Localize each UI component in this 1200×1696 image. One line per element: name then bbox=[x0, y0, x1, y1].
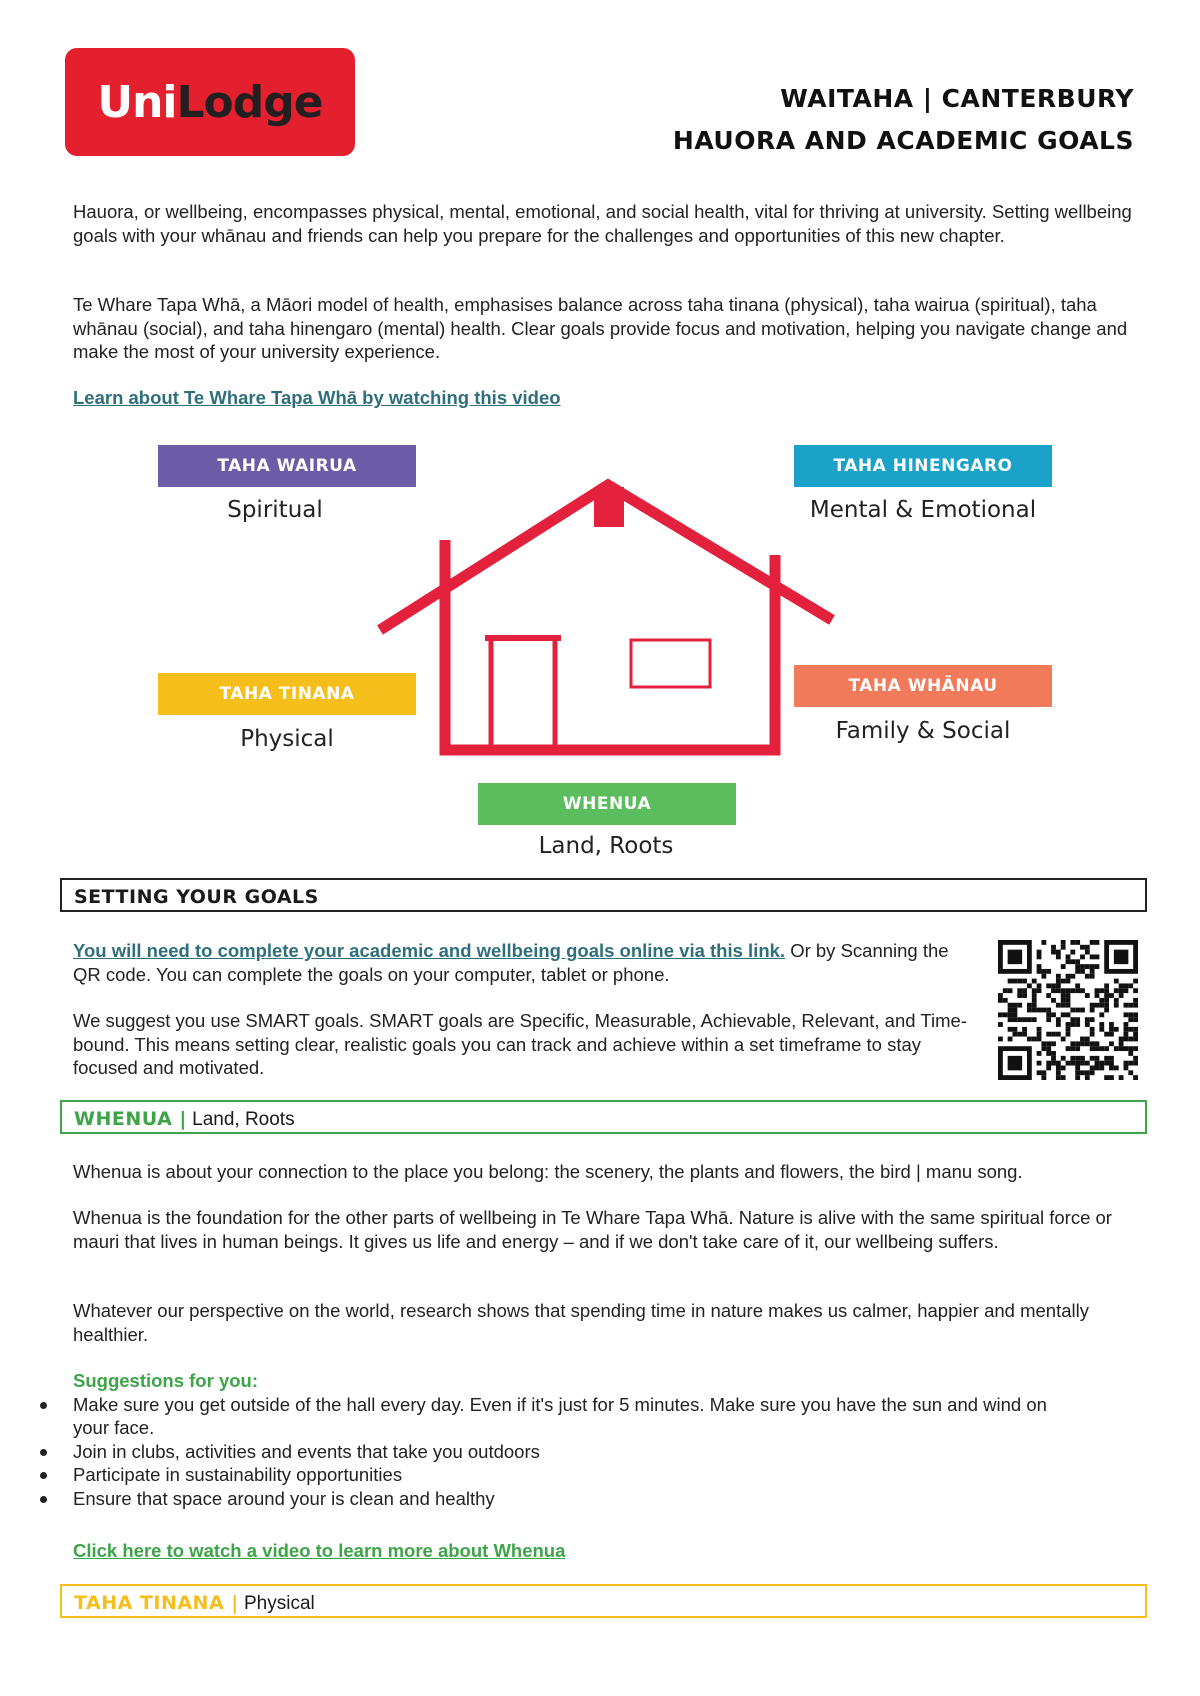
suggestion-item: Join in clubs, activities and events that take you outdoors bbox=[0, 1440, 1143, 1464]
te-whare-tapa-wha-diagram bbox=[0, 435, 1200, 865]
taha-tinana-heading-box bbox=[60, 1584, 1147, 1618]
header-titles bbox=[673, 78, 1134, 162]
whenua-sub: Land, Roots bbox=[538, 833, 674, 859]
taha-wairua-sub: Spiritual bbox=[227, 497, 323, 523]
house-chimney bbox=[594, 487, 624, 527]
goals-qr-code[interactable] bbox=[998, 940, 1138, 1080]
taha-hinengaro-sub: Mental & Emotional bbox=[809, 497, 1037, 523]
taha-whanau-sub: Family & Social bbox=[835, 718, 1011, 744]
te-whare-video-link[interactable]: Learn about Te Whare Tapa Whā by watching this video bbox=[73, 387, 561, 408]
goals-online-link[interactable]: You will need to complete your academic and wellbeing goals online via this link. bbox=[73, 940, 786, 961]
whenua-heading-sub: Land, Roots bbox=[186, 1109, 295, 1130]
house-door bbox=[491, 638, 555, 750]
whenua-heading: WHENUA | bbox=[74, 1108, 187, 1130]
intro-paragraph-2: Te Whare Tapa Whā, a Māori model of health, emphasises balance across taha tinana (physical), taha wairua (spiritual), taha whānau (social), and taha hinengaro (mental) health. Clear goals provide focus and motivation, helping you navigate change and make the most of your university experience. bbox=[73, 294, 1128, 362]
whenua-label: WHENUA bbox=[478, 783, 736, 825]
logo-text-lodge: Lodge bbox=[176, 76, 323, 128]
goals-paragraph-1 bbox=[73, 939, 973, 986]
setting-goals-heading-box bbox=[60, 878, 1147, 912]
setting-goals-heading: SETTING YOUR GOALS bbox=[74, 886, 319, 908]
header-document-title: HAUORA AND ACADEMIC GOALS bbox=[672, 126, 1134, 155]
goals-paragraph-2: We suggest you use SMART goals. SMART goals are Specific, Measurable, Achievable, Relevant, and Time-bound. This means setting clear, realistic goals you can track and achieve within a set timeframe to stay focused and motivated. bbox=[73, 1010, 967, 1078]
goals-paragraph-1-rest: Or by Scanning the QR code. You can complete the goals on your computer, tablet or phone. bbox=[73, 940, 949, 985]
taha-tinana-label: TAHA TINANA bbox=[158, 673, 416, 715]
taha-hinengaro-label: TAHA HINENGARO bbox=[794, 445, 1052, 487]
intro-paragraph-1: Hauora, or wellbeing, encompasses physical, mental, emotional, and social health, vital for thriving at university. Setting wellbeing goals with your whānau and friends can help you prepare for the challenges and opportunities of this new chapter. bbox=[73, 201, 1132, 246]
taha-tinana-sub: Physical bbox=[240, 726, 334, 752]
unilodge-logo bbox=[65, 48, 355, 156]
taha-wairua-label: TAHA WAIRUA bbox=[158, 445, 416, 487]
house-window bbox=[631, 640, 710, 687]
whenua-heading-box bbox=[60, 1100, 1147, 1134]
whenua-paragraph-2: Whenua is the foundation for the other parts of wellbeing in Te Whare Tapa Whā. Nature is alive with the same spiritual force or mauri that lives in human beings. It gives us life and energy – and if we don't take care of it, our wellbeing suffers. bbox=[73, 1207, 1112, 1252]
taha-tinana-heading-sub: Physical bbox=[238, 1593, 315, 1614]
suggestions-heading: Suggestions for you: bbox=[73, 1370, 258, 1391]
suggestion-item: Make sure you get outside of the hall every day. Even if it's just for 5 minutes. Make sure you have the sun and wind on your face. bbox=[0, 1393, 1143, 1440]
whenua-video-link[interactable]: Click here to watch a video to learn more about Whenua bbox=[73, 1540, 566, 1561]
suggestion-item: Ensure that space around your is clean and healthy bbox=[0, 1487, 1143, 1511]
taha-tinana-heading: TAHA TINANA | bbox=[74, 1592, 239, 1614]
suggestions-list bbox=[0, 1393, 1143, 1511]
logo-text-uni: Uni bbox=[97, 76, 177, 128]
whenua-suggestions bbox=[73, 1369, 1143, 1510]
suggestion-item: Participate in sustainability opportunities bbox=[0, 1463, 1143, 1487]
taha-whanau-label: TAHA WHĀNAU bbox=[794, 665, 1052, 707]
whenua-paragraph-3: Whatever our perspective on the world, research shows that spending time in nature makes us calmer, happier and mentally healthier. bbox=[73, 1300, 1089, 1345]
whenua-paragraph-1: Whenua is about your connection to the place you belong: the scenery, the plants and flowers, the bird | manu song. bbox=[73, 1161, 1023, 1182]
header-region: WAITAHA | CANTERBURY bbox=[780, 84, 1134, 113]
house-walls bbox=[445, 540, 775, 750]
